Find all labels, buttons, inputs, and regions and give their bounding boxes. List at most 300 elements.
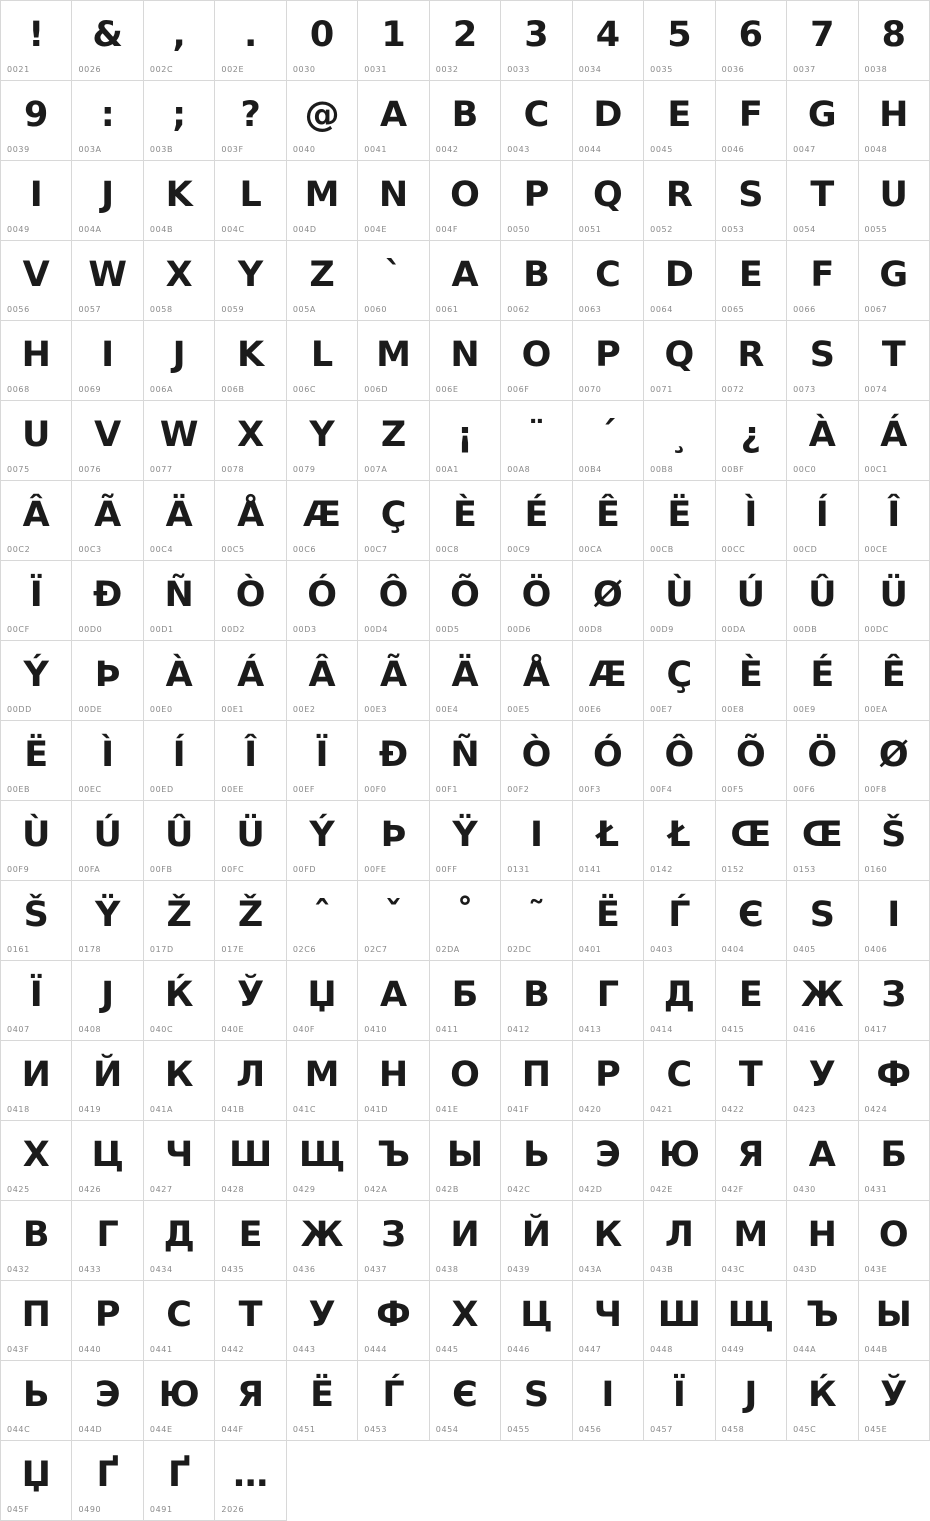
glyph-cell[interactable]: [716, 641, 787, 721]
glyph-character: I: [529, 815, 543, 855]
glyph-cell[interactable]: [215, 481, 286, 561]
glyph-cell[interactable]: [215, 321, 286, 401]
glyph-cell[interactable]: [72, 1201, 143, 1281]
glyph-cell[interactable]: [1, 721, 72, 801]
glyph-cell[interactable]: [72, 1, 143, 81]
glyph-unicode-code: 0436: [292, 1265, 316, 1274]
glyph-unicode-code: 02DC: [507, 945, 532, 954]
glyph-cell[interactable]: [287, 961, 358, 1041]
glyph-cell[interactable]: [287, 401, 358, 481]
glyph-character: Ж: [300, 1215, 344, 1255]
glyph-cell[interactable]: [358, 161, 429, 241]
glyph-unicode-code: 0430: [793, 1185, 816, 1194]
glyph-cell[interactable]: [215, 1281, 286, 1361]
glyph-cell[interactable]: [787, 481, 858, 561]
glyph-cell[interactable]: [358, 881, 429, 961]
glyph-character: U: [22, 415, 51, 455]
glyph-cell[interactable]: [358, 481, 429, 561]
glyph-unicode-code: 00FF: [435, 865, 458, 874]
glyph-cell[interactable]: [573, 241, 644, 321]
glyph-cell[interactable]: [1, 161, 72, 241]
glyph-cell[interactable]: [501, 1201, 572, 1281]
glyph-cell[interactable]: [72, 801, 143, 881]
glyph-cell[interactable]: [644, 481, 715, 561]
glyph-cell[interactable]: [501, 801, 572, 881]
glyph-cell[interactable]: [501, 1, 572, 81]
glyph-character: È: [453, 495, 477, 535]
glyph-cell[interactable]: [573, 1, 644, 81]
glyph-cell[interactable]: [72, 561, 143, 641]
glyph-cell[interactable]: [573, 1041, 644, 1121]
glyph-cell[interactable]: [72, 641, 143, 721]
glyph-cell[interactable]: [501, 641, 572, 721]
glyph-cell[interactable]: [787, 1201, 858, 1281]
glyph-cell[interactable]: [215, 721, 286, 801]
glyph-unicode-code: 00CB: [650, 545, 674, 554]
glyph-character: ¿: [740, 415, 761, 455]
glyph-cell[interactable]: [787, 1041, 858, 1121]
glyph-cell[interactable]: [1, 1281, 72, 1361]
glyph-cell[interactable]: [501, 561, 572, 641]
glyph-cell[interactable]: [358, 641, 429, 721]
glyph-cell[interactable]: [215, 561, 286, 641]
glyph-cell[interactable]: [287, 241, 358, 321]
glyph-cell[interactable]: [1, 1121, 72, 1201]
glyph-cell[interactable]: [1, 1041, 72, 1121]
glyph-cell[interactable]: [644, 641, 715, 721]
glyph-cell[interactable]: [215, 801, 286, 881]
glyph-unicode-code: 00EB: [7, 785, 31, 794]
glyph-cell[interactable]: [144, 1281, 215, 1361]
glyph-cell[interactable]: [1, 801, 72, 881]
glyph-cell[interactable]: [573, 1361, 644, 1441]
glyph-cell[interactable]: [1, 81, 72, 161]
glyph-cell[interactable]: [358, 241, 429, 321]
glyph-cell[interactable]: [144, 161, 215, 241]
glyph-cell[interactable]: [215, 1, 286, 81]
glyph-cell[interactable]: [859, 721, 930, 801]
glyph-cell[interactable]: [644, 81, 715, 161]
glyph-cell[interactable]: [716, 1121, 787, 1201]
glyph-cell[interactable]: [644, 801, 715, 881]
glyph-cell[interactable]: [716, 1201, 787, 1281]
glyph-cell[interactable]: [215, 961, 286, 1041]
glyph-cell[interactable]: [430, 81, 501, 161]
glyph-cell[interactable]: [430, 721, 501, 801]
glyph-cell[interactable]: [144, 801, 215, 881]
glyph-cell[interactable]: [358, 561, 429, 641]
glyph-cell[interactable]: [358, 321, 429, 401]
glyph-cell[interactable]: [358, 1, 429, 81]
glyph-cell[interactable]: [573, 641, 644, 721]
glyph-cell[interactable]: [501, 241, 572, 321]
glyph-unicode-code: 0078: [221, 465, 245, 474]
glyph-cell[interactable]: [72, 1361, 143, 1441]
glyph-cell[interactable]: [787, 721, 858, 801]
glyph-cell[interactable]: [501, 881, 572, 961]
glyph-cell[interactable]: [430, 1201, 501, 1281]
glyph-character: Ё: [595, 895, 620, 935]
glyph-character: Ъ: [377, 1135, 410, 1175]
glyph-cell[interactable]: [215, 881, 286, 961]
glyph-cell[interactable]: [1, 321, 72, 401]
glyph-cell[interactable]: [787, 1121, 858, 1201]
glyph-cell[interactable]: [72, 161, 143, 241]
glyph-cell[interactable]: [501, 1041, 572, 1121]
glyph-cell[interactable]: [859, 641, 930, 721]
glyph-cell[interactable]: [859, 321, 930, 401]
glyph-cell[interactable]: [430, 401, 501, 481]
glyph-cell[interactable]: [573, 1281, 644, 1361]
glyph-cell[interactable]: [859, 241, 930, 321]
glyph-cell[interactable]: [72, 481, 143, 561]
glyph-cell[interactable]: [144, 641, 215, 721]
glyph-cell[interactable]: [644, 241, 715, 321]
glyph-cell[interactable]: [430, 641, 501, 721]
glyph-cell[interactable]: [573, 1121, 644, 1201]
glyph-cell[interactable]: [716, 81, 787, 161]
glyph-cell[interactable]: [215, 161, 286, 241]
glyph-character: Р: [94, 1295, 121, 1335]
glyph-cell[interactable]: [787, 801, 858, 881]
glyph-cell[interactable]: [644, 1361, 715, 1441]
glyph-cell[interactable]: [644, 961, 715, 1041]
glyph-cell[interactable]: [716, 1361, 787, 1441]
glyph-unicode-code: 042B: [435, 1185, 459, 1194]
glyph-cell[interactable]: [144, 1441, 215, 1521]
glyph-unicode-code: 00A1: [435, 465, 459, 474]
glyph-cell[interactable]: [430, 1281, 501, 1361]
glyph-cell[interactable]: [287, 641, 358, 721]
glyph-cell[interactable]: [144, 1201, 215, 1281]
glyph-unicode-code: 0021: [7, 65, 30, 74]
glyph-cell[interactable]: [430, 1121, 501, 1201]
glyph-cell[interactable]: [644, 1281, 715, 1361]
glyph-cell[interactable]: [72, 81, 143, 161]
glyph-cell[interactable]: [1, 1201, 72, 1281]
glyph-cell[interactable]: [287, 161, 358, 241]
glyph-cell[interactable]: [287, 1201, 358, 1281]
glyph-unicode-code: 00C8: [435, 545, 460, 554]
glyph-cell[interactable]: [1, 1441, 72, 1521]
glyph-unicode-code: 0447: [578, 1345, 602, 1354]
glyph-cell[interactable]: [859, 81, 930, 161]
glyph-cell[interactable]: [716, 1281, 787, 1361]
glyph-cell[interactable]: [144, 1041, 215, 1121]
glyph-cell[interactable]: [859, 1, 930, 81]
glyph-cell[interactable]: [144, 881, 215, 961]
glyph-character: È: [738, 655, 763, 695]
glyph-cell[interactable]: [573, 321, 644, 401]
glyph-character: ;: [172, 95, 187, 135]
glyph-character: ˜: [527, 895, 546, 935]
glyph-cell[interactable]: [573, 561, 644, 641]
glyph-cell[interactable]: [573, 801, 644, 881]
glyph-cell[interactable]: [287, 1041, 358, 1121]
glyph-cell[interactable]: [287, 1, 358, 81]
glyph-cell[interactable]: [859, 1121, 930, 1201]
glyph-cell[interactable]: [1, 561, 72, 641]
glyph-character: C: [523, 95, 550, 135]
glyph-cell[interactable]: [787, 561, 858, 641]
glyph-cell[interactable]: [72, 241, 143, 321]
glyph-character: G: [879, 255, 909, 295]
glyph-cell[interactable]: [716, 961, 787, 1041]
glyph-cell[interactable]: [787, 881, 858, 961]
glyph-unicode-code: 0032: [435, 65, 459, 74]
glyph-character: Н: [807, 1215, 837, 1255]
glyph-character: И: [450, 1215, 480, 1255]
glyph-character: !: [28, 15, 45, 55]
glyph-unicode-code: 0440: [78, 1345, 102, 1354]
glyph-character: Â: [22, 495, 50, 535]
glyph-cell[interactable]: [573, 1201, 644, 1281]
glyph-unicode-code: 0031: [364, 65, 388, 74]
glyph-cell[interactable]: [358, 1201, 429, 1281]
glyph-cell[interactable]: [1, 641, 72, 721]
glyph-cell[interactable]: [787, 641, 858, 721]
glyph-cell[interactable]: [644, 321, 715, 401]
glyph-cell[interactable]: [358, 1361, 429, 1441]
glyph-cell[interactable]: [358, 1121, 429, 1201]
glyph-unicode-code: 0442: [221, 1345, 245, 1354]
glyph-cell[interactable]: [144, 321, 215, 401]
glyph-cell[interactable]: [1, 1, 72, 81]
glyph-cell[interactable]: [215, 1201, 286, 1281]
glyph-cell[interactable]: [72, 1281, 143, 1361]
glyph-cell[interactable]: [144, 241, 215, 321]
glyph-unicode-code: 02DA: [435, 945, 460, 954]
glyph-character: X: [165, 255, 193, 295]
glyph-cell[interactable]: [573, 961, 644, 1041]
glyph-cell[interactable]: [287, 321, 358, 401]
glyph-cell[interactable]: [787, 321, 858, 401]
glyph-cell[interactable]: [501, 81, 572, 161]
glyph-cell[interactable]: [215, 1361, 286, 1441]
glyph-cell[interactable]: [644, 401, 715, 481]
glyph-character: 0: [309, 15, 335, 55]
glyph-character: Ѓ: [382, 1375, 405, 1415]
glyph-cell[interactable]: [144, 81, 215, 161]
glyph-unicode-code: 003B: [149, 145, 174, 154]
glyph-cell[interactable]: [358, 961, 429, 1041]
glyph-cell[interactable]: [430, 801, 501, 881]
glyph-cell[interactable]: [358, 721, 429, 801]
glyph-cell[interactable]: [859, 1041, 930, 1121]
glyph-cell[interactable]: [644, 881, 715, 961]
glyph-character: О: [450, 1055, 480, 1095]
glyph-cell[interactable]: [644, 161, 715, 241]
glyph-cell[interactable]: [573, 401, 644, 481]
glyph-character: S: [738, 175, 764, 215]
glyph-character: Г: [596, 975, 620, 1015]
glyph-character: P: [595, 335, 621, 375]
glyph-cell[interactable]: [859, 401, 930, 481]
glyph-cell[interactable]: [501, 481, 572, 561]
glyph-cell[interactable]: [1, 881, 72, 961]
glyph-unicode-code: 0037: [793, 65, 816, 74]
glyph-cell[interactable]: [287, 561, 358, 641]
glyph-cell[interactable]: [1, 961, 72, 1041]
glyph-cell[interactable]: [501, 401, 572, 481]
glyph-unicode-code: 0418: [7, 1105, 30, 1114]
glyph-cell[interactable]: [430, 161, 501, 241]
glyph-cell[interactable]: [358, 401, 429, 481]
glyph-cell[interactable]: [358, 801, 429, 881]
glyph-cell[interactable]: [72, 721, 143, 801]
glyph-cell[interactable]: [859, 881, 930, 961]
glyph-cell[interactable]: [215, 1041, 286, 1121]
glyph-cell[interactable]: [859, 1201, 930, 1281]
glyph-cell[interactable]: [1, 1361, 72, 1441]
glyph-cell[interactable]: [716, 801, 787, 881]
glyph-cell[interactable]: [573, 721, 644, 801]
glyph-cell[interactable]: [501, 1121, 572, 1201]
glyph-cell[interactable]: [573, 481, 644, 561]
glyph-cell[interactable]: [72, 401, 143, 481]
glyph-cell[interactable]: [716, 721, 787, 801]
glyph-cell[interactable]: [716, 321, 787, 401]
glyph-cell[interactable]: [859, 561, 930, 641]
glyph-cell[interactable]: [501, 321, 572, 401]
glyph-cell[interactable]: [644, 1201, 715, 1281]
glyph-cell[interactable]: [144, 401, 215, 481]
glyph-cell[interactable]: [144, 1361, 215, 1441]
glyph-cell[interactable]: [787, 81, 858, 161]
glyph-cell[interactable]: [501, 721, 572, 801]
glyph-cell[interactable]: [501, 1361, 572, 1441]
glyph-unicode-code: 0455: [507, 1425, 530, 1434]
glyph-cell[interactable]: [859, 161, 930, 241]
glyph-cell[interactable]: [644, 1121, 715, 1201]
glyph-cell[interactable]: [859, 1281, 930, 1361]
glyph-cell[interactable]: [287, 801, 358, 881]
glyph-cell[interactable]: [787, 241, 858, 321]
glyph-cell[interactable]: [215, 1441, 286, 1521]
glyph-cell[interactable]: [72, 321, 143, 401]
glyph-cell[interactable]: [859, 801, 930, 881]
glyph-cell[interactable]: [716, 881, 787, 961]
glyph-unicode-code: 0070: [578, 385, 602, 394]
glyph-cell[interactable]: [72, 1041, 143, 1121]
glyph-cell[interactable]: [716, 401, 787, 481]
glyph-cell[interactable]: [716, 481, 787, 561]
glyph-cell[interactable]: [287, 81, 358, 161]
glyph-character: Õ: [450, 575, 480, 615]
glyph-cell[interactable]: [859, 481, 930, 561]
glyph-cell[interactable]: [287, 1361, 358, 1441]
glyph-cell[interactable]: [215, 641, 286, 721]
glyph-cell[interactable]: [859, 1361, 930, 1441]
glyph-unicode-code: 0040: [292, 145, 316, 154]
glyph-cell[interactable]: [430, 321, 501, 401]
glyph-cell[interactable]: [215, 241, 286, 321]
glyph-cell[interactable]: [287, 881, 358, 961]
glyph-cell[interactable]: [430, 1041, 501, 1121]
glyph-cell[interactable]: [287, 721, 358, 801]
glyph-cell[interactable]: [430, 961, 501, 1041]
glyph-cell[interactable]: [859, 961, 930, 1041]
glyph-cell[interactable]: [430, 561, 501, 641]
glyph-unicode-code: 00C5: [221, 545, 245, 554]
glyph-cell[interactable]: [501, 1281, 572, 1361]
glyph-cell[interactable]: [72, 1441, 143, 1521]
glyph-cell[interactable]: [573, 81, 644, 161]
glyph-cell[interactable]: [358, 81, 429, 161]
glyph-cell[interactable]: [430, 1361, 501, 1441]
glyph-cell[interactable]: [72, 961, 143, 1041]
glyph-cell[interactable]: [787, 961, 858, 1041]
glyph-cell[interactable]: [144, 721, 215, 801]
glyph-character: Ц: [520, 1295, 553, 1335]
glyph-cell[interactable]: [287, 481, 358, 561]
glyph-cell[interactable]: [215, 401, 286, 481]
glyph-cell[interactable]: [716, 161, 787, 241]
glyph-cell[interactable]: [644, 1, 715, 81]
glyph-unicode-code: 00E9: [793, 705, 816, 714]
glyph-character: Š: [23, 895, 49, 935]
glyph-cell[interactable]: [501, 961, 572, 1041]
glyph-unicode-code: 00D5: [435, 625, 460, 634]
glyph-cell[interactable]: [430, 1, 501, 81]
glyph-cell[interactable]: [430, 241, 501, 321]
glyph-cell[interactable]: [787, 1281, 858, 1361]
glyph-cell[interactable]: [144, 1, 215, 81]
glyph-cell[interactable]: [787, 401, 858, 481]
glyph-cell[interactable]: [787, 1, 858, 81]
glyph-cell[interactable]: [716, 561, 787, 641]
glyph-cell[interactable]: [72, 881, 143, 961]
glyph-character: 7: [810, 15, 835, 55]
glyph-cell[interactable]: [644, 561, 715, 641]
glyph-cell[interactable]: [358, 1281, 429, 1361]
glyph-unicode-code: 00C7: [364, 545, 388, 554]
glyph-cell[interactable]: [358, 1041, 429, 1121]
glyph-cell[interactable]: [430, 881, 501, 961]
glyph-cell[interactable]: [1, 401, 72, 481]
glyph-cell[interactable]: [144, 1121, 215, 1201]
glyph-character: Э: [595, 1135, 621, 1175]
glyph-cell[interactable]: [644, 1041, 715, 1121]
glyph-unicode-code: 040C: [149, 1025, 174, 1034]
glyph-cell[interactable]: [501, 161, 572, 241]
glyph-unicode-code: 0416: [793, 1025, 816, 1034]
glyph-cell[interactable]: [1, 241, 72, 321]
glyph-cell[interactable]: [644, 721, 715, 801]
glyph-character: F: [810, 255, 835, 295]
glyph-unicode-code: 00D4: [364, 625, 389, 634]
glyph-cell[interactable]: [215, 81, 286, 161]
glyph-unicode-code: 0413: [578, 1025, 602, 1034]
glyph-cell[interactable]: [716, 241, 787, 321]
glyph-cell[interactable]: [716, 1041, 787, 1121]
glyph-cell[interactable]: [287, 1121, 358, 1201]
glyph-cell[interactable]: [72, 1121, 143, 1201]
glyph-cell[interactable]: [787, 161, 858, 241]
glyph-cell[interactable]: [215, 1121, 286, 1201]
glyph-cell[interactable]: [144, 961, 215, 1041]
glyph-cell[interactable]: [430, 481, 501, 561]
glyph-cell[interactable]: [144, 481, 215, 561]
glyph-cell[interactable]: [787, 1361, 858, 1441]
glyph-cell[interactable]: [573, 161, 644, 241]
glyph-cell[interactable]: [144, 561, 215, 641]
glyph-cell[interactable]: [287, 1281, 358, 1361]
glyph-cell[interactable]: [573, 881, 644, 961]
glyph-cell[interactable]: [1, 481, 72, 561]
glyph-cell[interactable]: [716, 1, 787, 81]
glyph-unicode-code: 2026: [221, 1505, 245, 1514]
